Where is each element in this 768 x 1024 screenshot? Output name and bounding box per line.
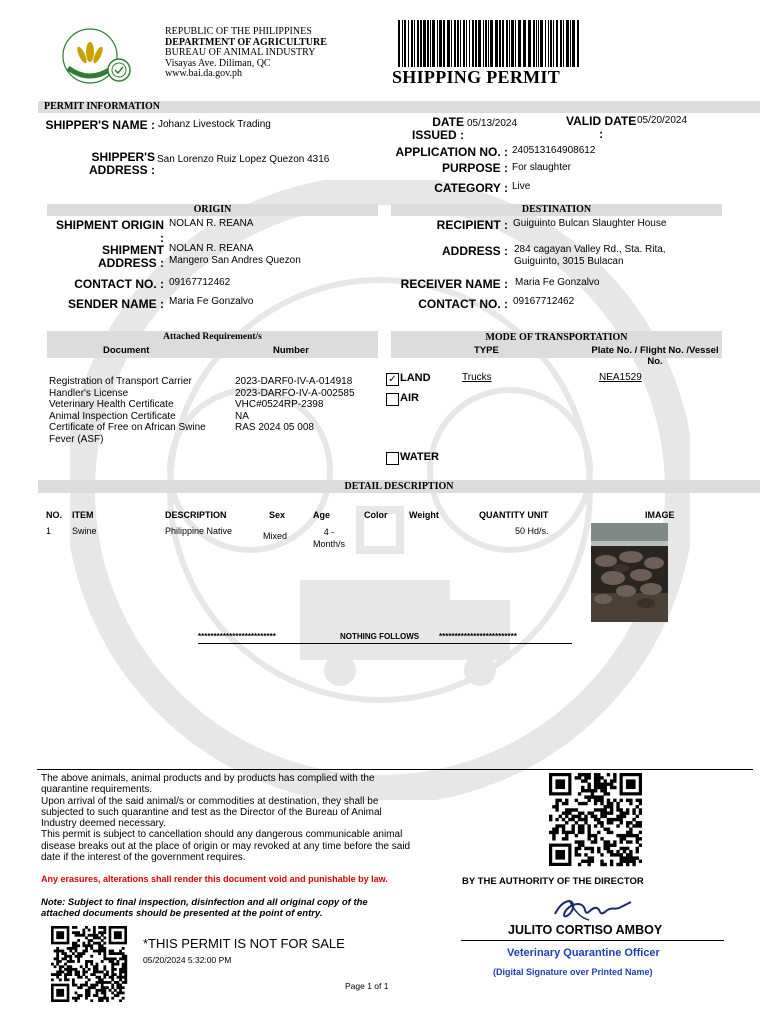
requirement-document-4: Animal Inspection Certificate <box>49 410 176 422</box>
nothing-follows-text: NOTHING FOLLOWS <box>340 632 420 641</box>
note-line-2: attached documents should be presented at the point of entry. <box>41 908 323 919</box>
digital-signature-note: (Digital Signature over Printed Name) <box>493 967 653 977</box>
shipper-name-label: SHIPPER'S NAME : <box>45 118 155 132</box>
purpose-value: For slaughter <box>512 162 571 173</box>
notice-line-6: This permit is subject to cancellation should any dangerous communicable animal <box>41 829 403 841</box>
page-number: Page 1 of 1 <box>345 981 389 991</box>
document-column-header: Document <box>103 345 150 356</box>
receiver-name-value: Maria Fe Gonzalvo <box>515 277 600 288</box>
land-checkbox[interactable]: ✓ <box>386 373 399 386</box>
air-label: AIR <box>400 392 419 404</box>
requirement-document-1: Registration of Transport Carrier <box>49 376 192 387</box>
row-age <box>307 526 351 550</box>
application-no-label: APPLICATION NO. : <box>395 145 508 159</box>
recipient-value: Guiguinto Bulcan Slaughter House <box>513 218 667 229</box>
row-quantity: 50 Hd/s. <box>515 526 549 536</box>
shipper-address-value: San Lorenzo Ruiz Lopez Quezon 4316 <box>157 154 330 165</box>
plate-column-header-line2: No. <box>647 356 663 367</box>
shipper-name-value: Johanz Livestock Trading <box>158 119 271 130</box>
shipment-address-label-line2: ADDRESS : <box>97 256 164 270</box>
valid-date-label-line1: VALID DATE <box>566 114 637 128</box>
nothing-follows-line <box>198 631 572 644</box>
destination-address-line1: 284 cagayan Valley Rd., Sta. Rita, <box>514 244 666 255</box>
department-of-agriculture-seal <box>60 22 132 90</box>
void-warning: Any erasures, alterations shall render this document void and punishable by law. <box>41 874 388 884</box>
col-no: NO. <box>46 510 63 520</box>
air-checkbox[interactable] <box>386 393 399 406</box>
shipper-address-label-line2: ADDRESS : <box>88 163 155 177</box>
not-for-sale-notice: *THIS PERMIT IS NOT FOR SALE <box>143 936 345 951</box>
requirement-documents <box>49 376 235 445</box>
valid-date-label <box>566 115 636 141</box>
col-weight: Weight <box>409 510 439 520</box>
shipment-origin-value: NOLAN R. REANA <box>169 218 254 229</box>
requirement-document-2: Handler's License <box>49 387 129 399</box>
sender-name-label: SENDER NAME : <box>67 297 164 311</box>
notice-line-7: disease breaks out at the place of origin or may revoked at any time before the said <box>41 840 411 852</box>
shipper-address-label <box>89 151 155 177</box>
destination-contact-value: 09167712462 <box>513 296 575 307</box>
signatory-title: Veterinary Quarantine Officer <box>507 947 660 959</box>
row-sex: Mixed <box>263 531 288 541</box>
col-color: Color <box>364 510 388 520</box>
nothing-follows-stars-left: ************************* <box>198 632 276 641</box>
row-item: Swine <box>72 526 97 536</box>
header-republic: REPUBLIC OF THE PHILIPPINES <box>165 26 312 37</box>
application-no-value: 240513164908612 <box>512 145 596 156</box>
document-title: SHIPPING PERMIT <box>392 67 561 87</box>
requirement-number-1: 2023-DARF0-IV-A-014918 <box>235 376 353 387</box>
destination-contact-label: CONTACT NO. : <box>418 297 508 311</box>
water-checkbox[interactable] <box>386 452 399 465</box>
shipment-address-value <box>169 243 301 267</box>
compliance-notice <box>41 773 451 863</box>
type-column-header: TYPE <box>474 345 499 356</box>
destination-heading: DESTINATION <box>521 204 592 215</box>
notice-line-8: date if the interest of the government requires. <box>41 852 246 864</box>
requirement-number-2: 2023-DARFO-IV-A-002585 <box>235 387 355 399</box>
notice-line-3: Upon arrival of the said animal/s or commodities at destination, they shall be <box>41 795 379 807</box>
requirement-number-5: RAS 2024 05 008 <box>235 422 314 433</box>
signature-qr-code <box>549 773 642 867</box>
category-value: Live <box>512 181 531 192</box>
row-age-line2: Month/s <box>312 539 345 549</box>
notice-line-5: Industry deemed necessary. <box>41 818 166 830</box>
requirement-document-6: Fever (ASF) <box>49 433 104 445</box>
receiver-name-label: RECEIVER NAME : <box>400 277 508 291</box>
printed-datetime: 05/20/2024 5:32:00 PM <box>143 955 232 965</box>
date-issued-value: 05/13/2024 <box>467 118 518 129</box>
header-address: Visayas Ave. Diliman, QC <box>165 57 271 69</box>
col-image: IMAGE <box>645 510 675 520</box>
date-issued-label-line1: DATE <box>432 115 464 129</box>
shipment-address-label <box>98 244 164 270</box>
valid-date-label-line2: : <box>599 127 604 141</box>
footer-divider <box>37 769 753 770</box>
requirements-header <box>47 331 378 358</box>
header-bureau: BUREAU OF ANIMAL INDUSTRY <box>165 47 316 58</box>
shipment-address-label-line1: SHIPMENT <box>101 243 164 257</box>
row-description: Philippine Native <box>165 526 233 536</box>
shipment-origin-label-line1: SHIPMENT ORIGIN <box>55 218 164 232</box>
requirement-document-3: Veterinary Health Certificate <box>49 399 174 410</box>
notice-line-2: quarantine requirements. <box>41 784 153 796</box>
inspection-note <box>41 897 368 919</box>
signatory-name: JULITO CORTISO AMBOY <box>508 923 663 937</box>
signature-line <box>461 940 724 941</box>
notice-line-1: The above animals, animal products and by products has complied with the <box>41 773 375 784</box>
col-description: DESCRIPTION <box>165 510 227 520</box>
col-item: ITEM <box>72 510 94 520</box>
valid-date-value: 05/20/2024 <box>637 115 688 126</box>
detail-description-heading: DETAIL DESCRIPTION <box>344 481 454 492</box>
requirement-document-5: Certificate of Free on African Swine <box>49 422 206 433</box>
plate-column-header <box>585 345 725 367</box>
shipment-address-line2: Mangero San Andres Quezon <box>169 255 301 266</box>
officer-signature <box>545 894 637 924</box>
sender-name-value: Maria Fe Gonzalvo <box>169 296 254 307</box>
permit-information-bar <box>38 101 760 113</box>
header-department: DEPARTMENT OF AGRICULTURE <box>165 36 327 48</box>
requirements-heading: Attached Requirement/s <box>163 332 262 342</box>
destination-address-label: ADDRESS : <box>441 244 508 258</box>
requirement-number-4: NA <box>235 410 249 422</box>
requirement-number-3: VHC#0524RP-2398 <box>235 399 324 410</box>
purpose-label: PURPOSE : <box>441 161 508 175</box>
origin-contact-value: 09167712462 <box>169 277 231 288</box>
nothing-follows-stars-right: ************************* <box>439 632 517 641</box>
transport-heading: MODE OF TRANSPORTATION <box>485 332 628 343</box>
shipment-address-line1: NOLAN R. REANA <box>169 243 254 254</box>
origin-heading: ORIGIN <box>193 204 232 215</box>
category-label: CATEGORY : <box>434 181 508 195</box>
recipient-label: RECIPIENT : <box>436 218 508 232</box>
col-quantity-unit: QUANTITY UNIT <box>479 510 549 520</box>
agency-header <box>165 27 327 80</box>
date-issued-label <box>412 116 464 142</box>
date-issued-label-line2: ISSUED : <box>411 128 464 142</box>
permit-barcode <box>398 20 580 67</box>
row-age-line1: 4 - <box>323 527 335 537</box>
row-no: 1 <box>46 526 52 536</box>
shipment-origin-label-line2: : <box>160 231 164 245</box>
destination-bar <box>391 204 722 216</box>
permit-information-heading: PERMIT INFORMATION <box>44 101 161 112</box>
col-sex: Sex <box>269 510 286 520</box>
plate-column-header-line1: Plate No. / Flight No. /Vessel <box>591 345 719 356</box>
origin-bar <box>47 204 378 216</box>
destination-address-line2: Guiguinto, 3015 Bulacan <box>514 256 624 267</box>
detail-description-bar <box>38 480 760 493</box>
shipment-origin-label <box>56 219 164 245</box>
land-plate-number: NEA1529 <box>599 372 642 383</box>
land-label: LAND <box>400 372 431 384</box>
swine-photo <box>591 523 668 622</box>
land-transport-type: Trucks <box>462 372 492 383</box>
note-line-1: Note: Subject to final inspection, disinfection and all original copy of the <box>41 897 368 908</box>
header-website: www.bai.da.gov.ph <box>165 68 243 79</box>
origin-contact-label: CONTACT NO. : <box>74 277 164 291</box>
destination-address-value <box>514 244 666 268</box>
col-age: Age <box>313 510 331 520</box>
authority-line: BY THE AUTHORITY OF THE DIRECTOR <box>462 876 644 887</box>
number-column-header: Number <box>273 345 309 356</box>
requirement-numbers <box>235 376 355 434</box>
water-label: WATER <box>400 451 439 463</box>
notice-line-4: subjected to such quarantine and test as the Director of the Bureau of Animal <box>41 806 382 818</box>
permit-qr-code <box>51 926 129 1002</box>
shipper-address-label-line1: SHIPPER'S <box>91 150 155 164</box>
